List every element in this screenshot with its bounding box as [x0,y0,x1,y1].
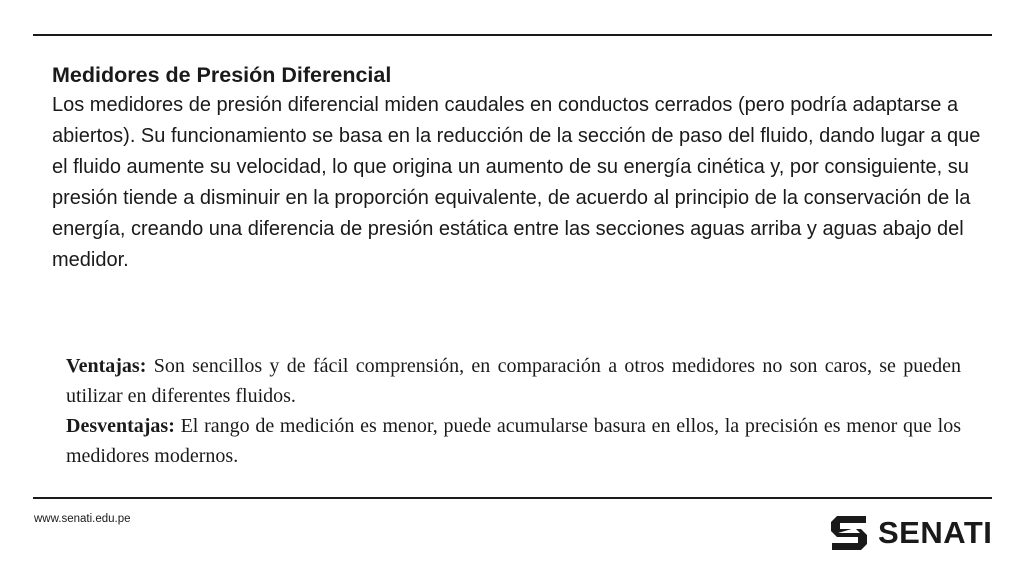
disadvantages-label: Desventajas: [66,415,175,437]
logo-text: SENATI [878,515,993,550]
slide-title: Medidores de Presión Diferencial [52,63,392,87]
advantages-label: Ventajas: [66,355,147,377]
senati-s-icon [828,513,870,553]
slide-paragraph: Los medidores de presión diferencial miden caudales en conductos cerrados (pero podría adaptarse a abiertos). Su funcionamiento se basa en la reducción de la sección de paso del fluido, dando lugar a que el fluido aumente su velocidad, lo que origina un aumento de su energía cinética y, por consiguiente, su presión tiende a disminuir en la proporción equivalente, de acuerdo al principio de la conservación de la energía, creando una diferencia de presión estática entre las secciones aguas arriba y aguas abajo del medidor. [52,94,981,271]
pros-cons-section [66,351,961,471]
slide-content [52,60,982,276]
disadvantages-text: El rango de medición es menor, puede acumularse basura en ellos, la precisión es menor que los medidores modernos. [66,415,961,467]
bottom-divider [33,497,992,499]
advantages-item [66,351,961,411]
footer-url: www.senati.edu.pe [34,513,131,525]
top-divider [33,34,992,36]
advantages-text: Son sencillos y de fácil comprensión, en comparación a otros medidores no son caros, se pueden utilizar en diferentes fluidos. [66,355,961,407]
senati-logo [828,513,992,553]
disadvantages-item [66,411,961,471]
